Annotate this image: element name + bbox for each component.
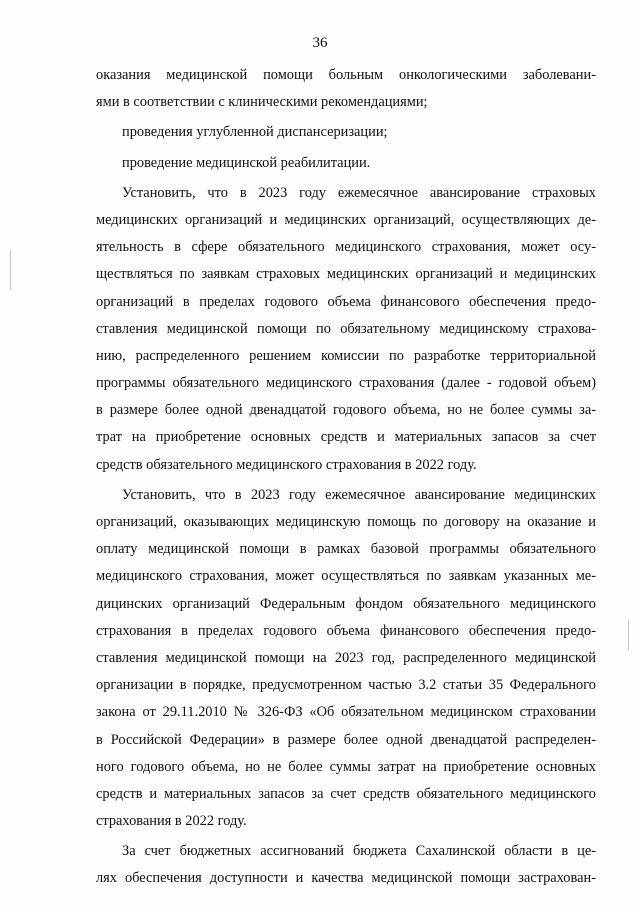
- text-line: в Российской Федерации» в размере более одной двенадцатой распределен-: [96, 731, 596, 748]
- paragraph: [96, 119, 596, 146]
- scan-margin-mark: [10, 250, 11, 290]
- text-line: нию, распределенного решением комиссии по разработке территориальной: [96, 347, 596, 364]
- paragraph: [96, 838, 596, 892]
- text-line: проведение медицинской реабилитации.: [122, 154, 371, 171]
- text-line: дицинских организаций Федеральным фондом обязательного медицинского: [96, 595, 596, 612]
- text-line: Установить, что в 2023 году ежемесячное авансирование медицинских: [122, 486, 596, 503]
- text-line: ставления медицинской помощи по обязательному медицинскому страхова-: [96, 320, 596, 337]
- text-line: медицинских организаций и медицинских организаций, осуществляющих де-: [96, 211, 596, 228]
- text-line: Установить, что в 2023 году ежемесячное авансирование страховых: [122, 184, 596, 201]
- text-line: лях обеспечения доступности и качества медицинской помощи застрахован-: [96, 870, 596, 887]
- paragraph: [96, 482, 596, 835]
- text-line: программы обязательного медицинского страхования (далее - годовой объем): [96, 375, 596, 392]
- document-body: [96, 62, 596, 893]
- page-number: 36: [312, 35, 328, 51]
- scan-margin-mark: [628, 620, 629, 650]
- paragraph: [96, 62, 596, 116]
- text-line: За счет бюджетных ассигнований бюджета Сахалинской области в це-: [122, 843, 596, 860]
- text-line: ями в соответствии с клиническими рекомендациями;: [96, 94, 428, 111]
- text-line: средств обязательного медицинского страхования в 2022 году.: [96, 456, 477, 473]
- text-line: ществляться по заявкам страховых медицинских организаций и медицинских: [96, 266, 596, 283]
- text-line: организаций, оказывающих медицинскую помощь по договору на оказание и: [96, 514, 596, 530]
- text-line: страхования в 2022 году.: [96, 813, 247, 830]
- text-line: закона от 29.11.2010 № 326-ФЗ «Об обязательном медицинском страховании: [96, 704, 596, 721]
- text-line: организации в порядке, предусмотренном частью 3.2 статьи 35 Федерального: [96, 677, 596, 694]
- text-line: ставления медицинской помощи на 2023 год, распределенного медицинской: [96, 649, 596, 666]
- text-line: страхования в пределах годового объема финансового обеспечения предо-: [96, 622, 596, 639]
- text-line: средств и материальных запасов за счет средств обязательного медицинского: [96, 785, 596, 802]
- text-line: оказания медицинской помощи больным онкологическими заболевани-: [96, 67, 596, 83]
- paragraph: [96, 180, 596, 479]
- text-line: организаций в пределах годового объема финансового обеспечения предо-: [96, 293, 596, 310]
- text-line: в размере более одной двенадцатой годового объема, но не более суммы за-: [96, 402, 596, 419]
- text-line: ного годового объема, но не более суммы затрат на приобретение основных: [96, 758, 596, 775]
- text-line: трат на приобретение основных средств и материальных запасов за счет: [96, 429, 596, 446]
- text-line: медицинского страхования, может осуществляться по заявкам указанных ме-: [96, 568, 596, 585]
- paragraph: [96, 150, 596, 177]
- text-line: оплату медицинской помощи в рамках базовой программы обязательного: [96, 541, 596, 558]
- text-line: ятельность в сфере обязательного медицинского страхования, может осу-: [96, 239, 596, 256]
- text-line: проведения углубленной диспансеризации;: [122, 124, 388, 141]
